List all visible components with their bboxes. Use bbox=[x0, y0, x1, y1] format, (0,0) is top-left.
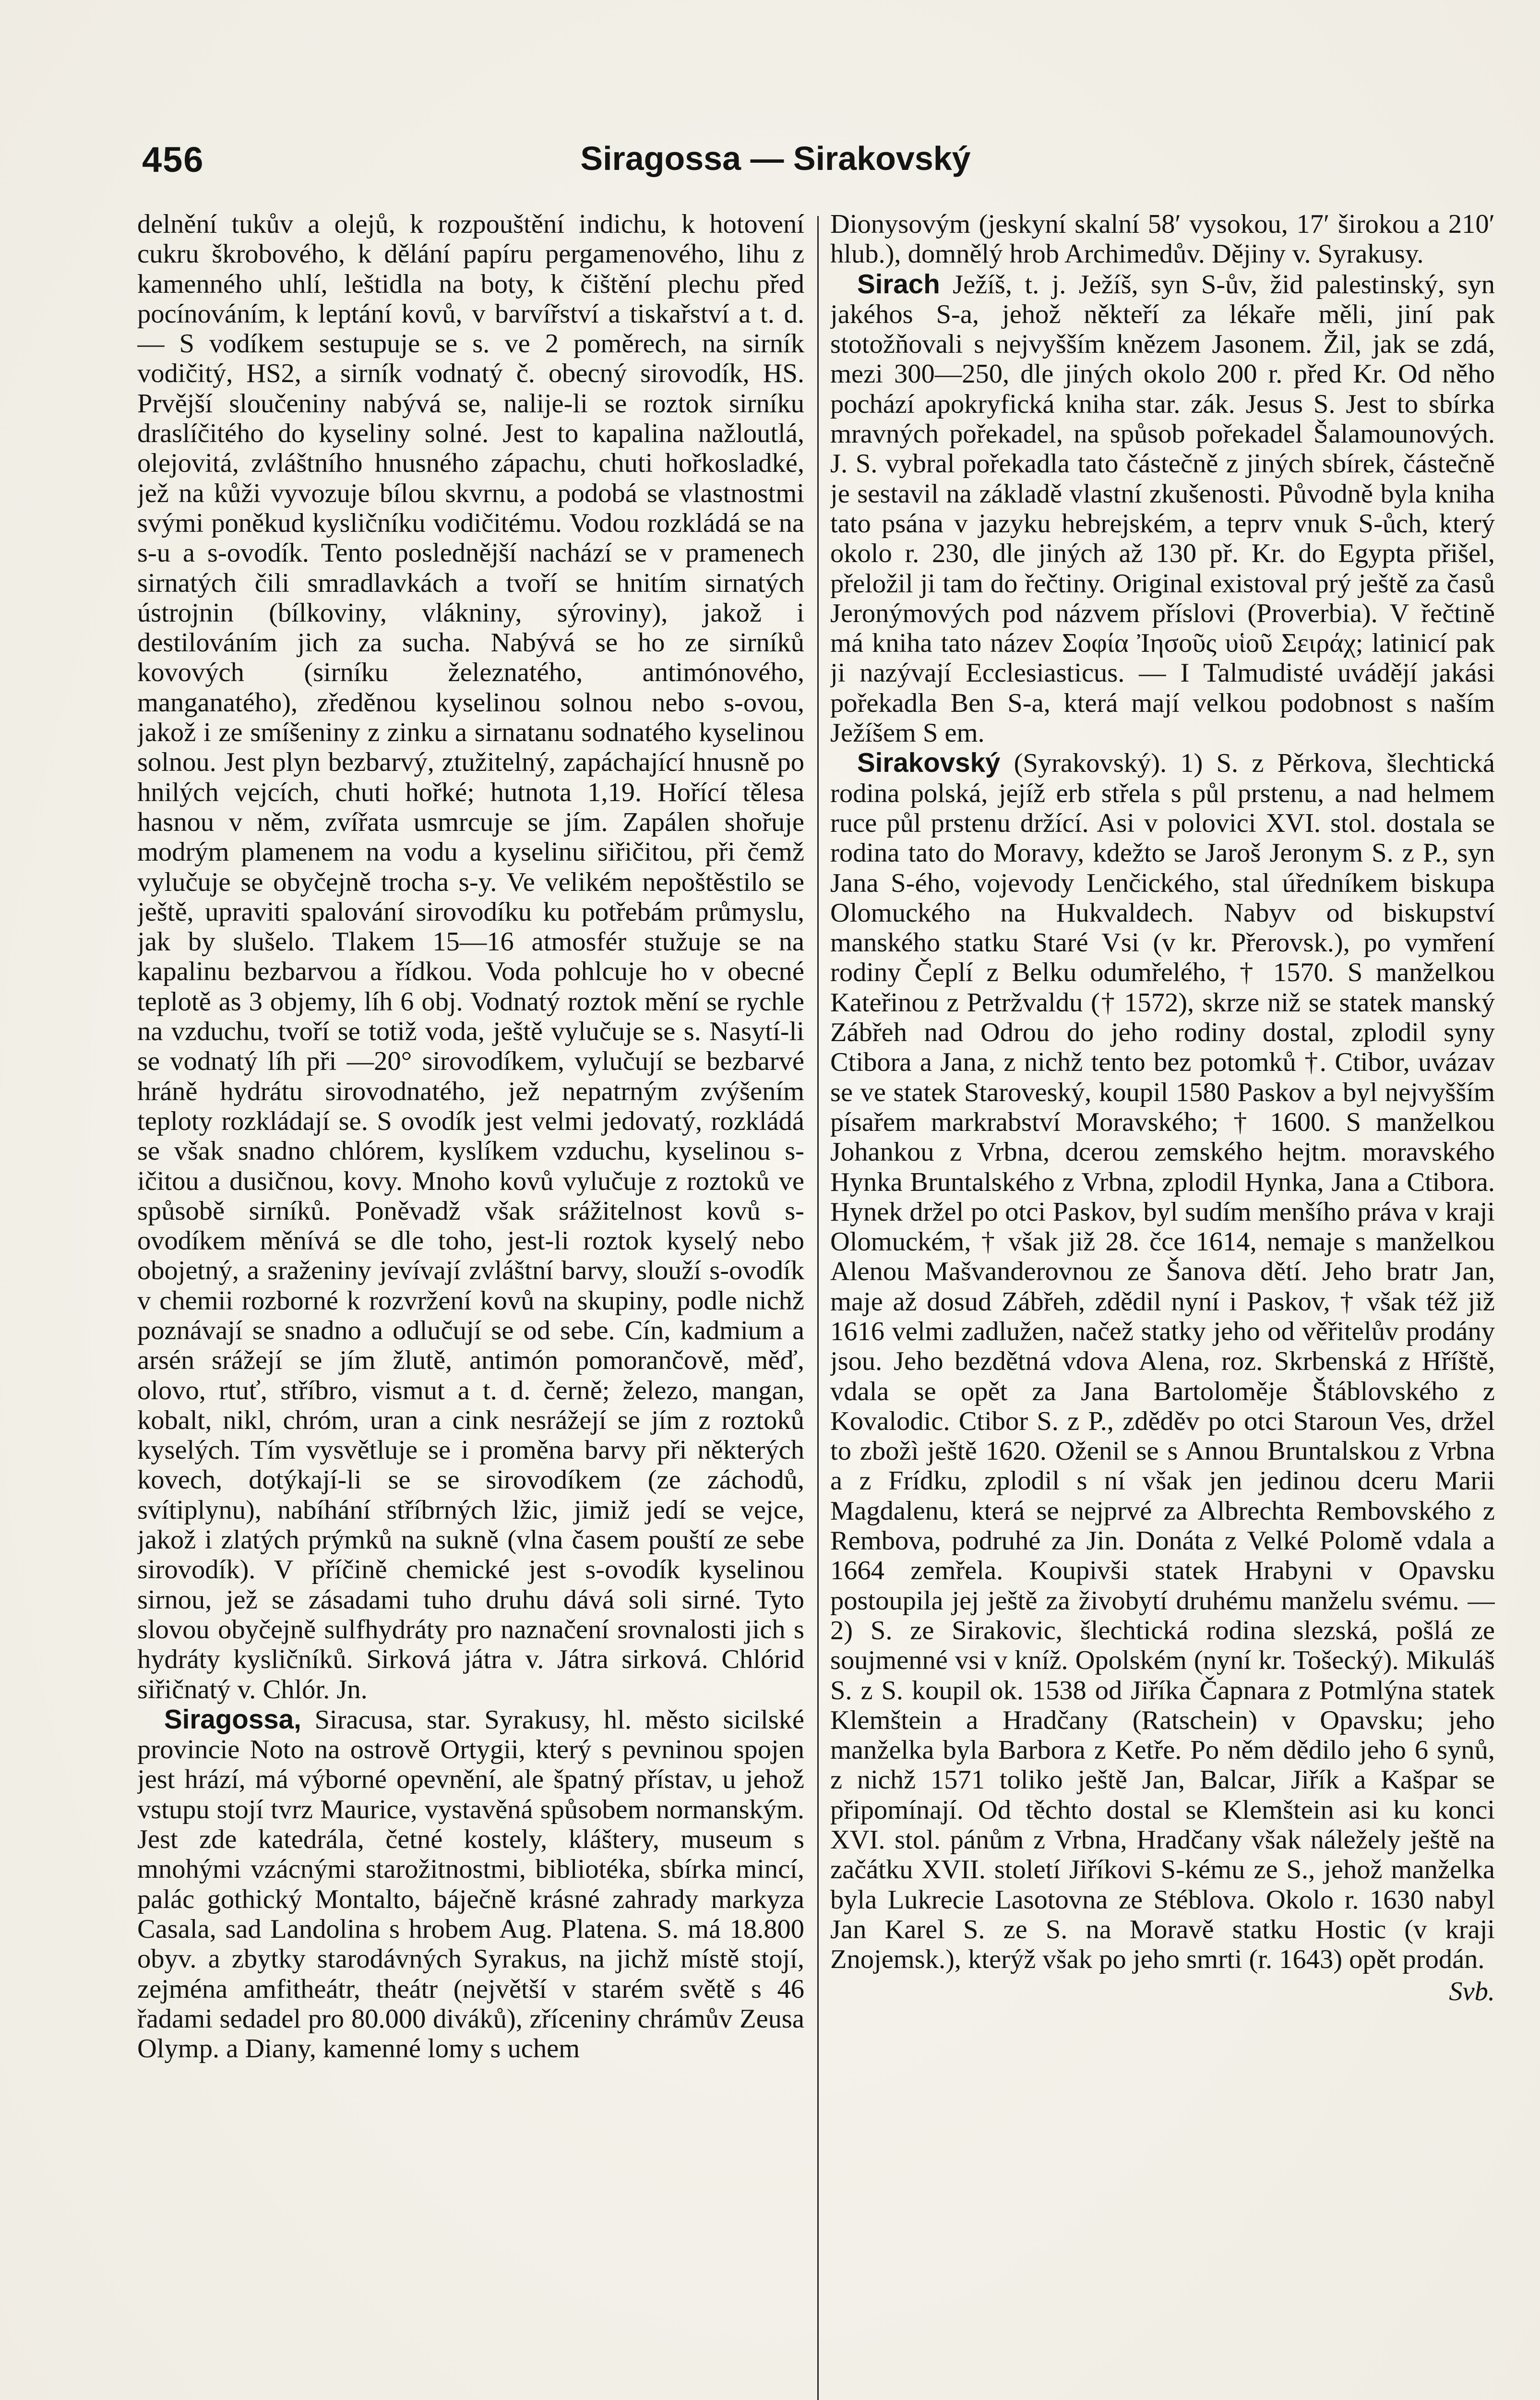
right-column bbox=[830, 209, 1495, 2400]
entry-sirakovsky bbox=[830, 748, 1495, 1974]
siragossa-continuation: Dionysovým (jeskyní skalní 58′ vysokou, 17′ širokou a 210′ hlub.), domnělý hrob Archimedův. Dějiny v. Syrakusy. bbox=[830, 209, 1495, 269]
entry-sirach-text: Ježíš, t. j. Ježíš, syn S-ův, žid palestinský, syn jakéhos S-a, jehož někteří za lékaře měli, jiní pak stotožňovali s nejvyšším knězem Jasonem. Žil, jak se zdá, mezi 300—250, dle jiných okolo 200 r. před Kr. Od něho pochází apokryfická kniha star. zák. Jesus S. Jest to sbírka mravných pořekadel, na spůsob pořekadel Šalamounových. J. S. vybral pořekadla tato částečně z jiných sbírek, částečně je sestavil na základě vlastní zkušenosti. Původně byla kniha tato psána v jazyku hebrejském, a teprv vnuk S-ůch, který okolo r. 230, dle jiných až 130 př. Kr. do Egypta přišel, přeložil ji tam do řečtiny. Original existoval prý ještě za časů Jeronýmových pod názvem příslovi (Proverbia). V řečtině má kniha tato název Σοφία Ἰησοῦς υἱοῦ Σειράχ; latinicí pak ji nazývají Ecclesiasticus. — I Talmudisté uvádějí jakási pořekadla Ben S-a, která mají velkou podobnost s naším Ježíšem S em. bbox=[830, 269, 1495, 748]
headword-sirakovsky: Sirakovský bbox=[857, 747, 1001, 778]
headword-sirach: Sirach bbox=[857, 268, 940, 299]
entry-siragossa bbox=[137, 1704, 804, 2064]
author-signature: Svb. bbox=[1449, 1976, 1495, 2006]
headword-siragossa: Siragossa, bbox=[164, 1704, 301, 1734]
left-column bbox=[137, 209, 804, 2400]
entry-sirakovsky-text: (Syrakovský). 1) S. z Pěrkova, šlechtická rodina polská, jejíž erb střela s půl prstenu, a nad helmem ruce půl prstenu držící. Asi v polovici XVI. stol. dostala se rodina tato do Moravy, kdežto se Jaroš Jeronym S. z P., syn Jana S-ého, vojevody Lenčického, stal úředníkem biskupa Olomuckého na Hukvaldech. Nabyv od biskupství manského statku Staré Vsi (v kr. Přerovsk.), po vymření rodiny Čeplí z Belku odumřelého, † 1570. S manželkou Kateřinou z Petržvaldu († 1572), skrze niž se statek manský Zábřeh nad Odrou do jeho rodiny dostal, zplodil syny Ctibora a Jana, z nichž tento bez potomků †. Ctibor, uvázav se ve statek Staroveský, koupil 1580 Paskov a byl nejvyšším písařem markrabství Moravského; † 1600. S manželkou Johankou z Vrbna, dcerou zemského hejtm. moravského Hynka Bruntalského z Vrbna, zplodil Hynka, Jana a Ctibora. Hynek držel po otci Paskov, byl sudím menšího práva v kraji Olomuckém, † však již 28. čce 1614, nemaje s manželkou Alenou Mašvanderovnou ze Šanova dětí. Jeho bratr Jan, maje až dosud Zábřeh, zdědil nyní i Paskov, † však též již 1616 velmi zadlužen, načež statky jeho od věřitelův prodány jsou. Jeho bezdětná vdova Alena, roz. Skrbenská z Hříště, vdala se opět za Jana Bartoloměje Štáblovského z Kovalodic. Ctibor S. z P., zděděv po otci Staroun Ves, držel to zbožì ještě 1620. Oženil se s Annou Bruntalskou z Vrbna a z Frídku, zplodil s ní však jen jedinou dceru Marii Magdalenu, která se nejprvé za Albrechta Rembovského z Rembova, podruhé za Jin. Donáta z Velké Polomě vdala a 1664 zemřela. Koupivši statek Hrabyni v Opavsku postoupila jej ještě za živobytí druhému manželu svému. — 2) S. ze Sirakovic, šlechtická rodina slezská, pošlá ze soujmenné vsi v kníž. Opolském (nyní kr. Tošecký). Mikuláš S. z S. koupil ok. 1538 od Jiříka Čapnara z Potmlýna statek Klemštein a Hradčany (Ratschein) v Opavsku; jeho manželka byla Barbora z Ketře. Po něm dědilo jeho 6 synů, z nichž 1571 toliko ještě Jan, Balcar, Jiřík a Kašpar se připomínají. Od těchto dostal se Klemštein asi ku konci XVI. stol. pánům z Vrbna, Hradčany však náležely ještě na začátku XVII. století Jiříkovi S-kému ze S., jehož manželka byla Lukrecie Lasotovna ze Stéblova. Okolo r. 1630 nabyl Jan Karel S. ze S. na Moravě statku Hostic (v kraji Znojemsk.), kterýž však po jeho smrti (r. 1643) opět prodán. bbox=[830, 748, 1495, 1975]
entry-siragossa-text: Siracusa, star. Syrakusy, hl. město sicilské provincie Noto na ostrově Ortygii, který s pevninou spojen jest hrází, má výborné opevnění, ale špatný přístav, u jehož vstupu stojí tvrz Maurice, vystavěná spůsobem normanským. Jest zde katedrála, četné kostely, kláštery, museum s mnohými vzácnými starožitnostmi, bibliotéka, sbírka mincí, palác gothický Montalto, báječně krásné zahrady markyza Casala, sad Landolina s hrobem Aug. Platena. S. má 18.800 obyv. a zbytky starodávných Syrakus, na jichž místě stojí, zejména amfitheátr, theátr (největší v starém světě s 46 řadami sedadel pro 80.000 diváků), zříceniny chrámův Zeusa Olymp. a Diany, kamenné lomy s uchem bbox=[137, 1704, 804, 2064]
sirnik-continuation: delnění tukův a olejů, k rozpouštění indichu, k hotovení cukru škrobového, k dělání papíru pergamenového, lihu z kamenného uhlí, leštidla na boty, k čištění plechu před pocínováním, k leptání kovů, v barvířství a tiskařství a t. d. — S vodíkem sestupuje se s. ve 2 poměrech, na sirník vodičitý, HS2, a sirník vodnatý č. obecný sirovodík, HS. Prvější sloučeniny nabývá se, nalije-li se roztok sirníku draslíčitého do kyseliny solné. Jest to kapalina nažloutlá, olejovitá, zvláštního hnusného zápachu, chuti hořkosladké, jež na kůži vyvozuje bílou skvrnu, a podobá se vlastnostmi svými poněkud kysličníku vodičitému. Vodou rozkládá se na s-u a s-ovodík. Tento poslednější nachází se v pramenech sirnatých čili smradlavkách a tvoří se hnitím sirnatých ústrojnin (bílkoviny, vlákniny, sýroviny), jakož i destilováním jich za sucha. Nabývá se ho ze sirníků kovových (sirníku železnatého, antimónového, manganatého), zředěnou kyselinou solnou nebo s-ovou, jakož i ze smíšeniny z zinku a sirnatanu sodnatého kyselinou solnou. Jest plyn bezbarvý, ztužitelný, zapáchající hnusně po hnilých vejcích, chuti hořké; hutnota 1,19. Hořící tělesa hasnou v něm, zvířata usmrcuje se jím. Zapálen shořuje modrým plamenem na vodu a kyselinu siřičitou, při čemž vylučuje se obyčejně trocha s-y. Ve velikém nepoštěstilo se ještě, upraviti spalování sirovodíku ku potřebám průmyslu, jak by slušelo. Tlakem 15—16 atmosfér stužuje se na kapalinu bezbarvou a řídkou. Voda pohlcuje ho v obecné teplotě as 3 objemy, líh 6 obj. Vodnatý roztok mění se rychle na vzduchu, tvoří se totiž voda, ještě vylučuje se s. Nasytí-li se vodnatý líh při —20° sirovodíkem, vylučují se bezbarvé hráně hydrátu sirovodnatého, jež nepatrným zvýšením teploty rozkládají se. S ovodík jest velmi jedovatý, rozkládá se však snadno chlórem, kyslíkem vzduchu, kyselinou s-ičitou a dusičnou, kovy. Mnoho kovů vylučuje z roztoků ve spůsobě sirníků. Poněvadž však srážitelnost kovů s-ovodíkem měnívá se dle toho, jest-li roztok kyselý nebo obojetný, a sraženiny jevívají zvláštní barvy, slouží s-ovodík v chemii rozborné k rozvržení kovů na skupiny, podle nichž poznávají se snadno a odlučují se od sebe. Cín, kadmium a arsén srážejí se jím žlutě, antimón pomorančově, měď, olovo, rtuť, stříbro, vismut a t. d. černě; železo, mangan, kobalt, nikl, chróm, uran a cink nesrážejí se jím z roztoků kyselých. Tím vysvětluje se i proměna barvy při některých kovech, dotýkají-li se se sirovodíkem (ze záchodů, svítiplynu), nabíhání stříbrných lžic, jimiž jedí se vejce, jakož i zlatých prýmků na sukně (vlna časem pouští ze sebe sirovodík). V příčině chemické jest s-ovodík kyselinou sirnou, jež se zásadami tuho druhu dává soli sirné. Tyto slovou obyčejně sulfhydráty pro naznačení srovnalosti jich s hydráty kysličníků. Sirková játra v. Játra sirková. Chlórid siřičnatý v. Chlór. Jn. bbox=[137, 209, 804, 1704]
page-number: 456 bbox=[142, 140, 204, 180]
entry-sirach bbox=[830, 269, 1495, 748]
column-divider bbox=[817, 216, 819, 2400]
page-header bbox=[142, 139, 1409, 197]
running-head: Siragossa — Sirakovský bbox=[580, 140, 971, 177]
